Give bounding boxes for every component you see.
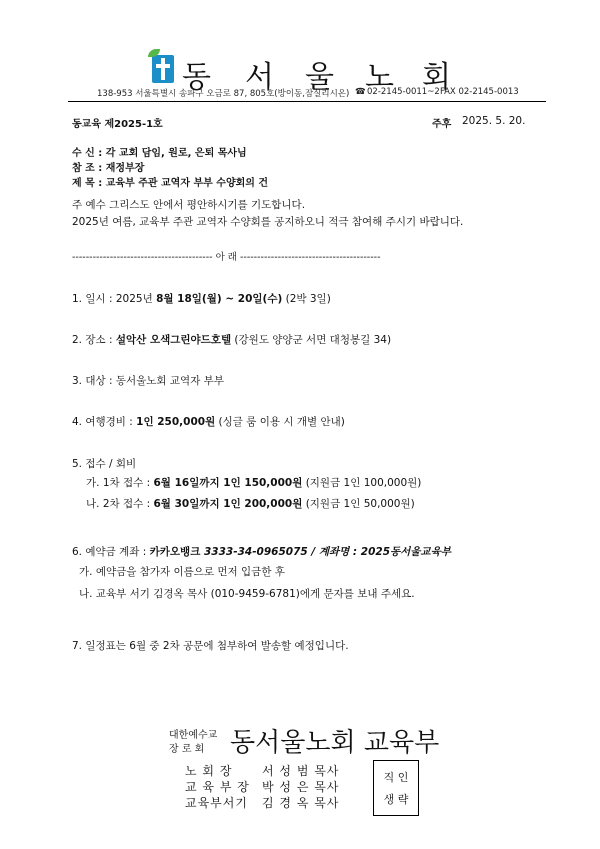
subject: 제 목 : 교육부 주관 교역자 부부 수양회의 건 <box>72 178 269 189</box>
sig-denomination-bottom: 장 로 회 <box>169 744 205 755</box>
stamp-top-text: 직 인 <box>383 771 409 784</box>
church-logo-icon <box>152 55 174 83</box>
doc-date: 2025. 5. 20. <box>462 115 526 127</box>
item-4: 4. 여행경비 : 1인 250,000원 (싱글 룸 이용 시 개별 안내) <box>72 416 345 428</box>
sig-name-2: 박 성 은 목사 <box>262 780 340 794</box>
recipient: 수 신 : 각 교회 담임, 원로, 은퇴 목사님 <box>72 148 247 159</box>
sig-denomination-top: 대한예수교 <box>169 730 218 741</box>
item-1: 1. 일시 : 2025년 8월 18일(월) ~ 20일(수) (2박 3일) <box>72 293 331 305</box>
stamp-bottom-text: 생 략 <box>383 793 409 806</box>
sig-role-3: 교육부서기 <box>185 796 248 810</box>
item-6a: 가. 예약금을 참가자 이름으로 먼저 입금한 후 <box>79 566 285 578</box>
sig-role-2: 교 육 부 장 <box>185 780 250 794</box>
title-char-3: 울 <box>305 60 334 95</box>
sig-role-1: 노 회 장 <box>185 764 233 778</box>
title-char-2: 서 <box>245 60 274 95</box>
reference: 참 조 : 재정부장 <box>72 163 145 174</box>
item-5b: 나. 2차 접수 : 6월 30일까지 1인 200,000원 (지원금 1인 50,000원) <box>86 498 415 510</box>
sig-organization: 동서울노회 교육부 <box>230 728 440 758</box>
seal-omitted-stamp <box>373 760 419 816</box>
sig-name-1: 서 성 범 목사 <box>262 764 340 778</box>
divider: ----------------------------------------- 아 래 ----------------------------------------- <box>72 252 381 263</box>
header-rule <box>68 101 546 102</box>
item-6: 6. 예약금 계좌 : 카카오뱅크 3333-34-0965075 / 계좌명 : 2025동서울교육부 <box>72 546 451 558</box>
greeting: 주 예수 그리스도 안에서 평안하시기를 기도합니다. <box>72 199 306 211</box>
item-7: 7. 일정표는 6월 중 2차 공문에 첨부하여 발송할 예정입니다. <box>72 640 349 652</box>
date-label: 주후 <box>432 119 452 130</box>
intro: 2025년 여름, 교육부 주관 교역자 수양회를 공지하오니 적극 참여해 주시기 바랍니다. <box>72 216 464 228</box>
title-char-1: 동 <box>182 60 211 95</box>
sig-name-3: 김 경 옥 목사 <box>262 796 340 810</box>
item-6b: 나. 교육부 서기 김경옥 목사 (010-9459-6781)에게 문자를 보내 주세요. <box>79 588 415 600</box>
item-2: 2. 장소 : 설악산 오색그린야드호텔 (강원도 양양군 서면 대청봉길 34) <box>72 334 392 346</box>
address: 138-953 서울특별시 송파구 오금로 87, 805호(방이동,잠실리시온) <box>97 89 350 99</box>
item-5a: 가. 1차 접수 : 6월 16일까지 1인 150,000원 (지원금 1인 100,000원) <box>86 477 422 489</box>
phone-number: 02-2145-0011~2 <box>367 87 440 97</box>
item-5: 5. 접수 / 회비 <box>72 458 137 470</box>
title-char-5: 회 <box>422 60 451 95</box>
item-3: 3. 대상 : 동서울노회 교역자 부부 <box>72 375 224 387</box>
phone-icon: ☎ <box>355 87 366 97</box>
fax-number: FAX 02-2145-0013 <box>440 87 519 97</box>
title-char-4: 노 <box>365 60 394 95</box>
doc-number: 동교육 제2025-1호 <box>72 119 163 130</box>
